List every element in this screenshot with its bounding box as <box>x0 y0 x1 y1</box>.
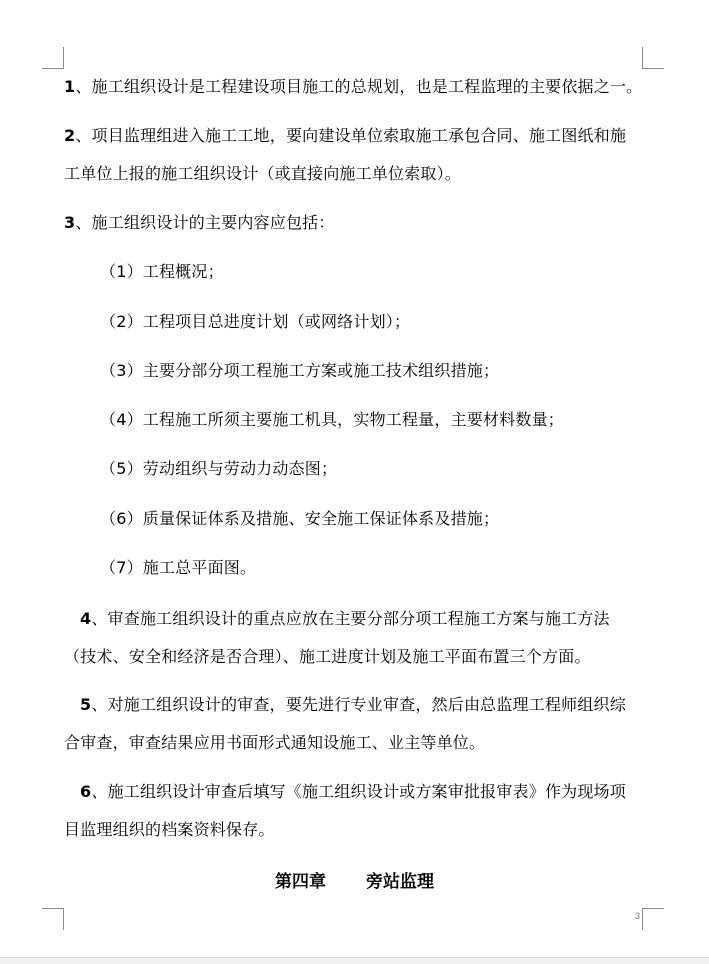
list-item-text: （3）主要分部分项工程施工方案或施工技术组织措施； <box>100 361 500 380</box>
list-item-text: （5）劳动组织与劳动力动态图； <box>100 459 338 478</box>
paragraph-text: 目监理组织的档案资料保存。 <box>64 820 275 839</box>
paragraph-text: 、施工组织设计是工程建设项目施工的总规划，也是工程监理的主要依据之一。 <box>75 77 643 96</box>
list-item <box>100 558 256 578</box>
chapter-heading <box>0 871 709 893</box>
paragraph-2-line-2 <box>64 164 461 184</box>
list-item-text: （1）工程概况； <box>100 262 224 281</box>
paragraph-6 <box>80 782 626 802</box>
paragraph-number: 1 <box>64 77 76 96</box>
paragraph-text: （技术、安全和经济是否合理）、施工进度计划及施工平面布置三个方面。 <box>64 647 591 666</box>
paragraph-text: 、施工组织设计审查后填写《施工组织设计或方案审批报审表》作为现场项 <box>91 782 626 801</box>
list-item <box>100 312 410 332</box>
crop-mark-top-left <box>42 47 64 69</box>
chapter-title: 旁站监理 <box>366 872 434 892</box>
crop-mark-top-right <box>642 47 664 69</box>
list-item <box>100 459 337 479</box>
list-item-text: （4）工程施工所须主要施工机具，实物工程量，主要材料数量； <box>100 410 564 429</box>
paragraph-number: 4 <box>80 609 92 628</box>
list-item-text: （7）施工总平面图。 <box>100 558 257 577</box>
crop-mark-bottom-right <box>642 908 664 930</box>
list-item <box>100 361 499 381</box>
paragraph-text: 工单位上报的施工组织设计（或直接向施工单位索取）。 <box>64 164 462 183</box>
paragraph-4-line-2 <box>64 647 591 667</box>
paragraph-text: 、项目监理组进入施工工地，要向建设单位索取施工承包合同、施工图纸和施 <box>75 126 627 145</box>
paragraph-5 <box>80 695 626 715</box>
list-item <box>100 509 499 529</box>
list-item <box>100 262 224 282</box>
paragraph-number: 5 <box>80 695 92 714</box>
paragraph-2 <box>64 126 626 146</box>
paragraph-1 <box>64 77 642 97</box>
page-number: 3 <box>635 911 641 921</box>
paragraph-number: 3 <box>64 213 76 232</box>
paragraph-number: 6 <box>80 782 92 801</box>
paragraph-4 <box>80 609 610 629</box>
paragraph-text: 合审查，审查结果应用书面形式通知设施工、业主等单位。 <box>64 733 486 752</box>
chapter-number: 第四章 <box>275 872 326 892</box>
paragraph-5-line-2 <box>64 733 485 753</box>
paragraph-6-line-2 <box>64 820 275 840</box>
list-item <box>100 410 564 430</box>
list-item-text: （6）质量保证体系及措施、安全施工保证体系及措施； <box>100 509 500 528</box>
paragraph-number: 2 <box>64 126 76 145</box>
paragraph-text: 、审查施工组织设计的重点应放在主要分部分项工程施工方案与施工方法 <box>91 609 610 628</box>
crop-mark-bottom-left <box>42 908 64 930</box>
list-item-text: （2）工程项目总进度计划（或网络计划）； <box>100 312 411 331</box>
paragraph-text: 、施工组织设计的主要内容应包括： <box>75 213 335 232</box>
paragraph-text: 、对施工组织设计的审查，要先进行专业审查，然后由总监理工程师组织综 <box>91 695 626 714</box>
paragraph-3 <box>64 213 335 233</box>
